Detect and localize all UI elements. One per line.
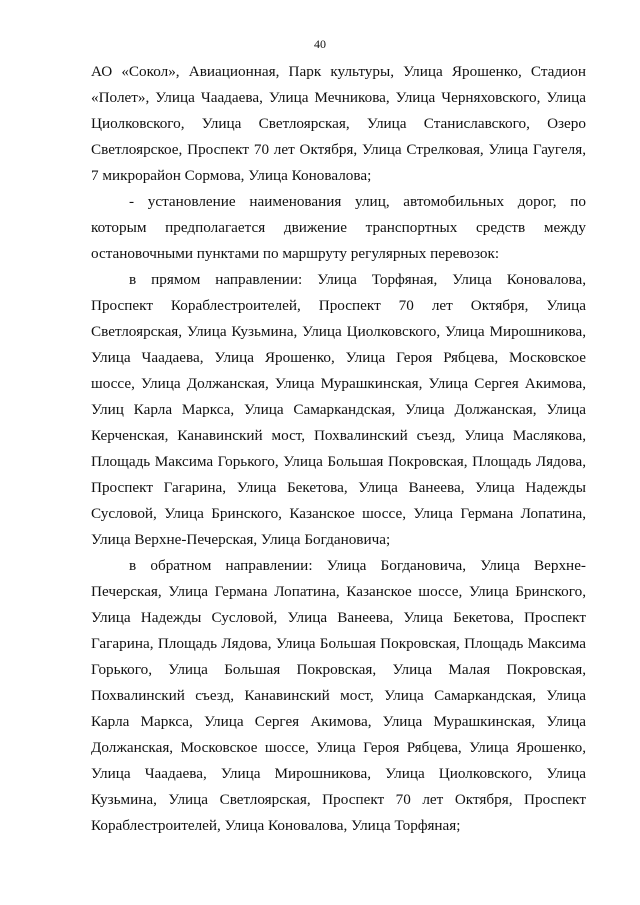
text-line: Улица Верхне-Печерская, Улица Богдановича; [91, 531, 391, 548]
text-line: - установление наименования улиц, автомобильных дорог, по [129, 193, 586, 210]
text-line: «Полет», Улица Чаадаева, Улица Мечникова, Улица Черняховского, Улица [91, 89, 586, 106]
text-line: АО «Сокол», Авиационная, Парк культуры, Улица Ярошенко, Стадион [91, 63, 586, 80]
text-line: Сусловой, Улица Бринского, Казанское шоссе, Улица Германа Лопатина, [91, 505, 586, 522]
page-number: 40 [314, 37, 326, 51]
text-line: Проспект Гагарина, Улица Бекетова, Улица Ванеева, Улица Надежды [91, 479, 586, 496]
text-line: Светлоярское, Проспект 70 лет Октября, Улица Стрелковая, Улица Гаугеля, [91, 141, 586, 158]
text-line: которым предполагается движение транспортных средств между [91, 219, 586, 236]
text-line: Улиц Карла Маркса, Улица Самаркандская, Улица Должанская, Улица [91, 401, 586, 418]
text-line: Керченская, Канавинский мост, Похвалинский съезд, Улица Маслякова, [91, 427, 586, 444]
text-line: Улица Чаадаева, Улица Ярошенко, Улица Героя Рябцева, Московское [91, 349, 586, 366]
text-line: Кораблестроителей, Улица Коновалова, Улица Торфяная; [91, 817, 461, 834]
text-line: Печерская, Улица Германа Лопатина, Казанское шоссе, Улица Бринского, [91, 583, 586, 600]
text-line: Улица Чаадаева, Улица Мирошникова, Улица Циолковского, Улица [91, 765, 586, 782]
text-line: Похвалинский съезд, Канавинский мост, Улица Самаркандская, Улица [91, 687, 586, 704]
text-line: Карла Маркса, Улица Сергея Акимова, Улица Мурашкинская, Улица [91, 713, 586, 730]
text-line: Проспект Кораблестроителей, Проспект 70 лет Октября, Улица [91, 297, 586, 314]
text-line: остановочными пунктами по маршруту регулярных перевозок: [91, 245, 500, 262]
text-line: Горького, Улица Большая Покровская, Улица Малая Покровская, [91, 661, 586, 678]
text-line: в обратном направлении: Улица Богдановича, Улица Верхне- [129, 557, 586, 574]
text-line: Светлоярская, Улица Кузьмина, Улица Циолковского, Улица Мирошникова, [91, 323, 586, 340]
text-line: 7 микрорайон Сормова, Улица Коновалова; [91, 167, 372, 184]
text-line: Должанская, Московское шоссе, Улица Героя Рябцева, Улица Ярошенко, [91, 739, 586, 756]
text-line: в прямом направлении: Улица Торфяная, Улица Коновалова, [129, 271, 586, 288]
text-line: Площадь Максима Горького, Улица Большая Покровская, Площадь Лядова, [91, 453, 586, 470]
text-line: Гагарина, Площадь Лядова, Улица Большая Покровская, Площадь Максима [91, 635, 586, 652]
text-line: шоссе, Улица Должанская, Улица Мурашкинская, Улица Сергея Акимова, [91, 375, 586, 392]
text-line: Улица Надежды Сусловой, Улица Ванеева, Улица Бекетова, Проспект [91, 609, 586, 626]
text-line: Кузьмина, Улица Светлоярская, Проспект 70 лет Октября, Проспект [91, 791, 586, 808]
text-line: Циолковского, Улица Светлоярская, Улица Станиславского, Озеро [91, 115, 586, 132]
